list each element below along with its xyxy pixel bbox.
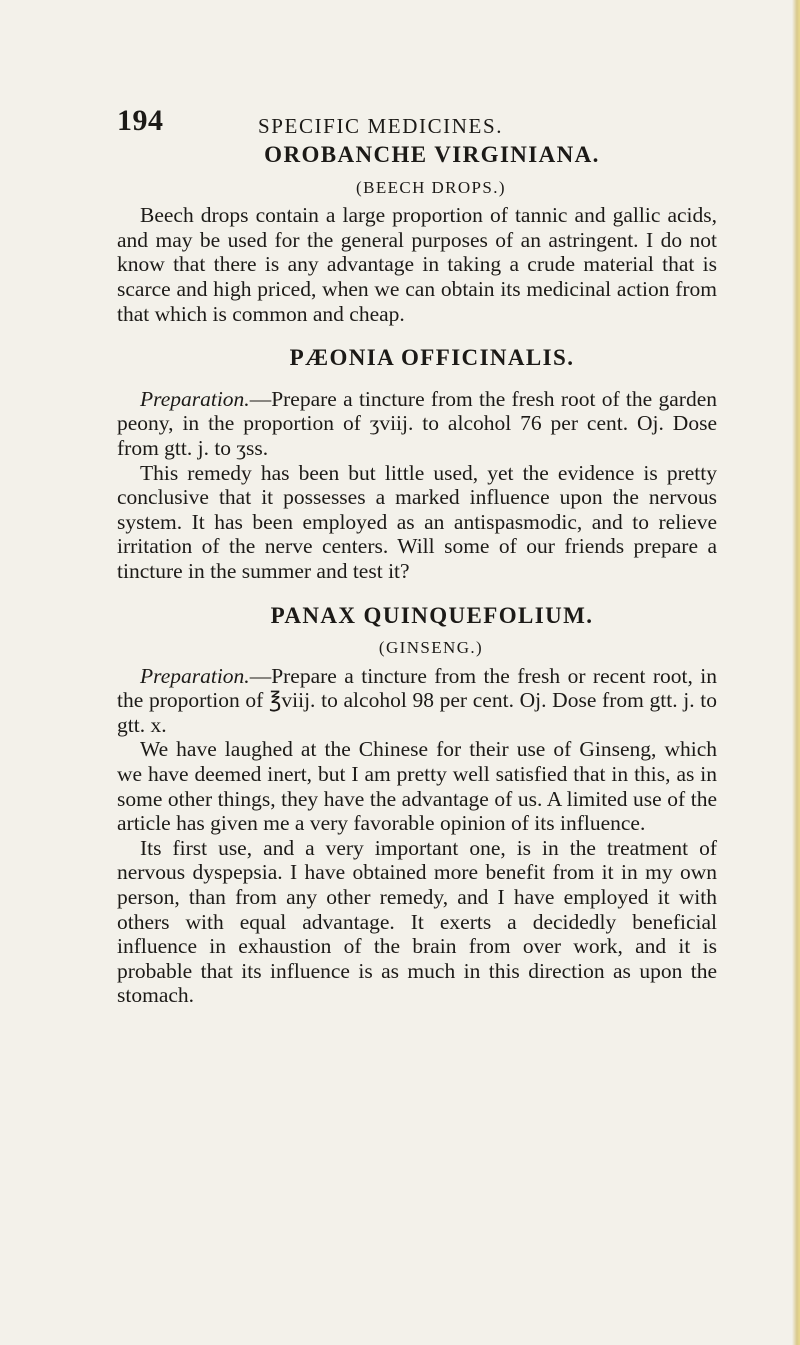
- page-number: 194: [117, 104, 164, 137]
- page-edge: [792, 0, 800, 1345]
- section-title: PÆONIA OFFICINALIS.: [289, 345, 575, 371]
- preparation-label: Preparation.: [140, 386, 250, 411]
- preparation-text: —Prepare a tincture from the fresh or recent root, in the proportion of ℥viij. to alcohol 98 per cent. Oj. Dose from gtt. j. to gtt. x.: [117, 663, 717, 737]
- paragraph: Beech drops contain a large proportion of tannic and gallic acids, and may be used for the general purposes of an astringent. I do not know that there is any advantage in taking a crude material that is scarce and high priced, when we can obtain its medicinal action from that which is common and cheap.: [117, 203, 717, 326]
- page-header: [117, 104, 717, 144]
- paragraph: This remedy has been but little used, yet the evidence is pretty conclusive that it possesses a marked influence upon the nervous system. It has been employed as an antispasmodic, and to relieve irritation of the nerve centers. Will some of our friends prepare a tincture in the summer and test it?: [117, 460, 717, 583]
- section-subtitle: (BEECH DROPS.): [356, 177, 506, 197]
- preparation-paragraph: [117, 664, 717, 738]
- section-paeonia: [117, 346, 717, 583]
- running-head: SPECIFIC MEDICINES.: [258, 114, 504, 138]
- page-content: [117, 143, 717, 1008]
- section-title: PANAX QUINQUEFOLIUM.: [270, 602, 594, 628]
- paragraph: We have laughed at the Chinese for their use of Ginseng, which we have deemed inert, but I am pretty well satisfied that in this, as in some other things, they have the advantage of us. A limited use of the article has given me a very favorable opinion of its influence.: [117, 737, 717, 836]
- preparation-text: —Prepare a tincture from the fresh root of the garden peony, in the proportion of ʒviij. to alcohol 76 per cent. Oj. Dose from gtt. j. to ʒss.: [117, 386, 717, 460]
- section-gap: [117, 326, 717, 346]
- section-panax: [117, 604, 717, 1009]
- section-title: OROBANCHE VIRGINIANA.: [264, 142, 600, 167]
- section-gap: [117, 584, 717, 604]
- section-subtitle: (GINSENG.): [378, 638, 484, 658]
- preparation-paragraph: [117, 387, 717, 461]
- section-orobanche: [117, 143, 717, 326]
- preparation-label: Preparation.: [140, 663, 250, 688]
- paragraph: Its first use, and a very important one, is in the treatment of nervous dyspepsia. I have obtained more benefit from it in my own person, than from any other remedy, and I have employed it with others with equal advantage. It exerts a decidedly beneficial influence in exhaustion of the brain from over work, and it is probable that its influence is as much in this direction as upon the stomach.: [117, 835, 717, 1008]
